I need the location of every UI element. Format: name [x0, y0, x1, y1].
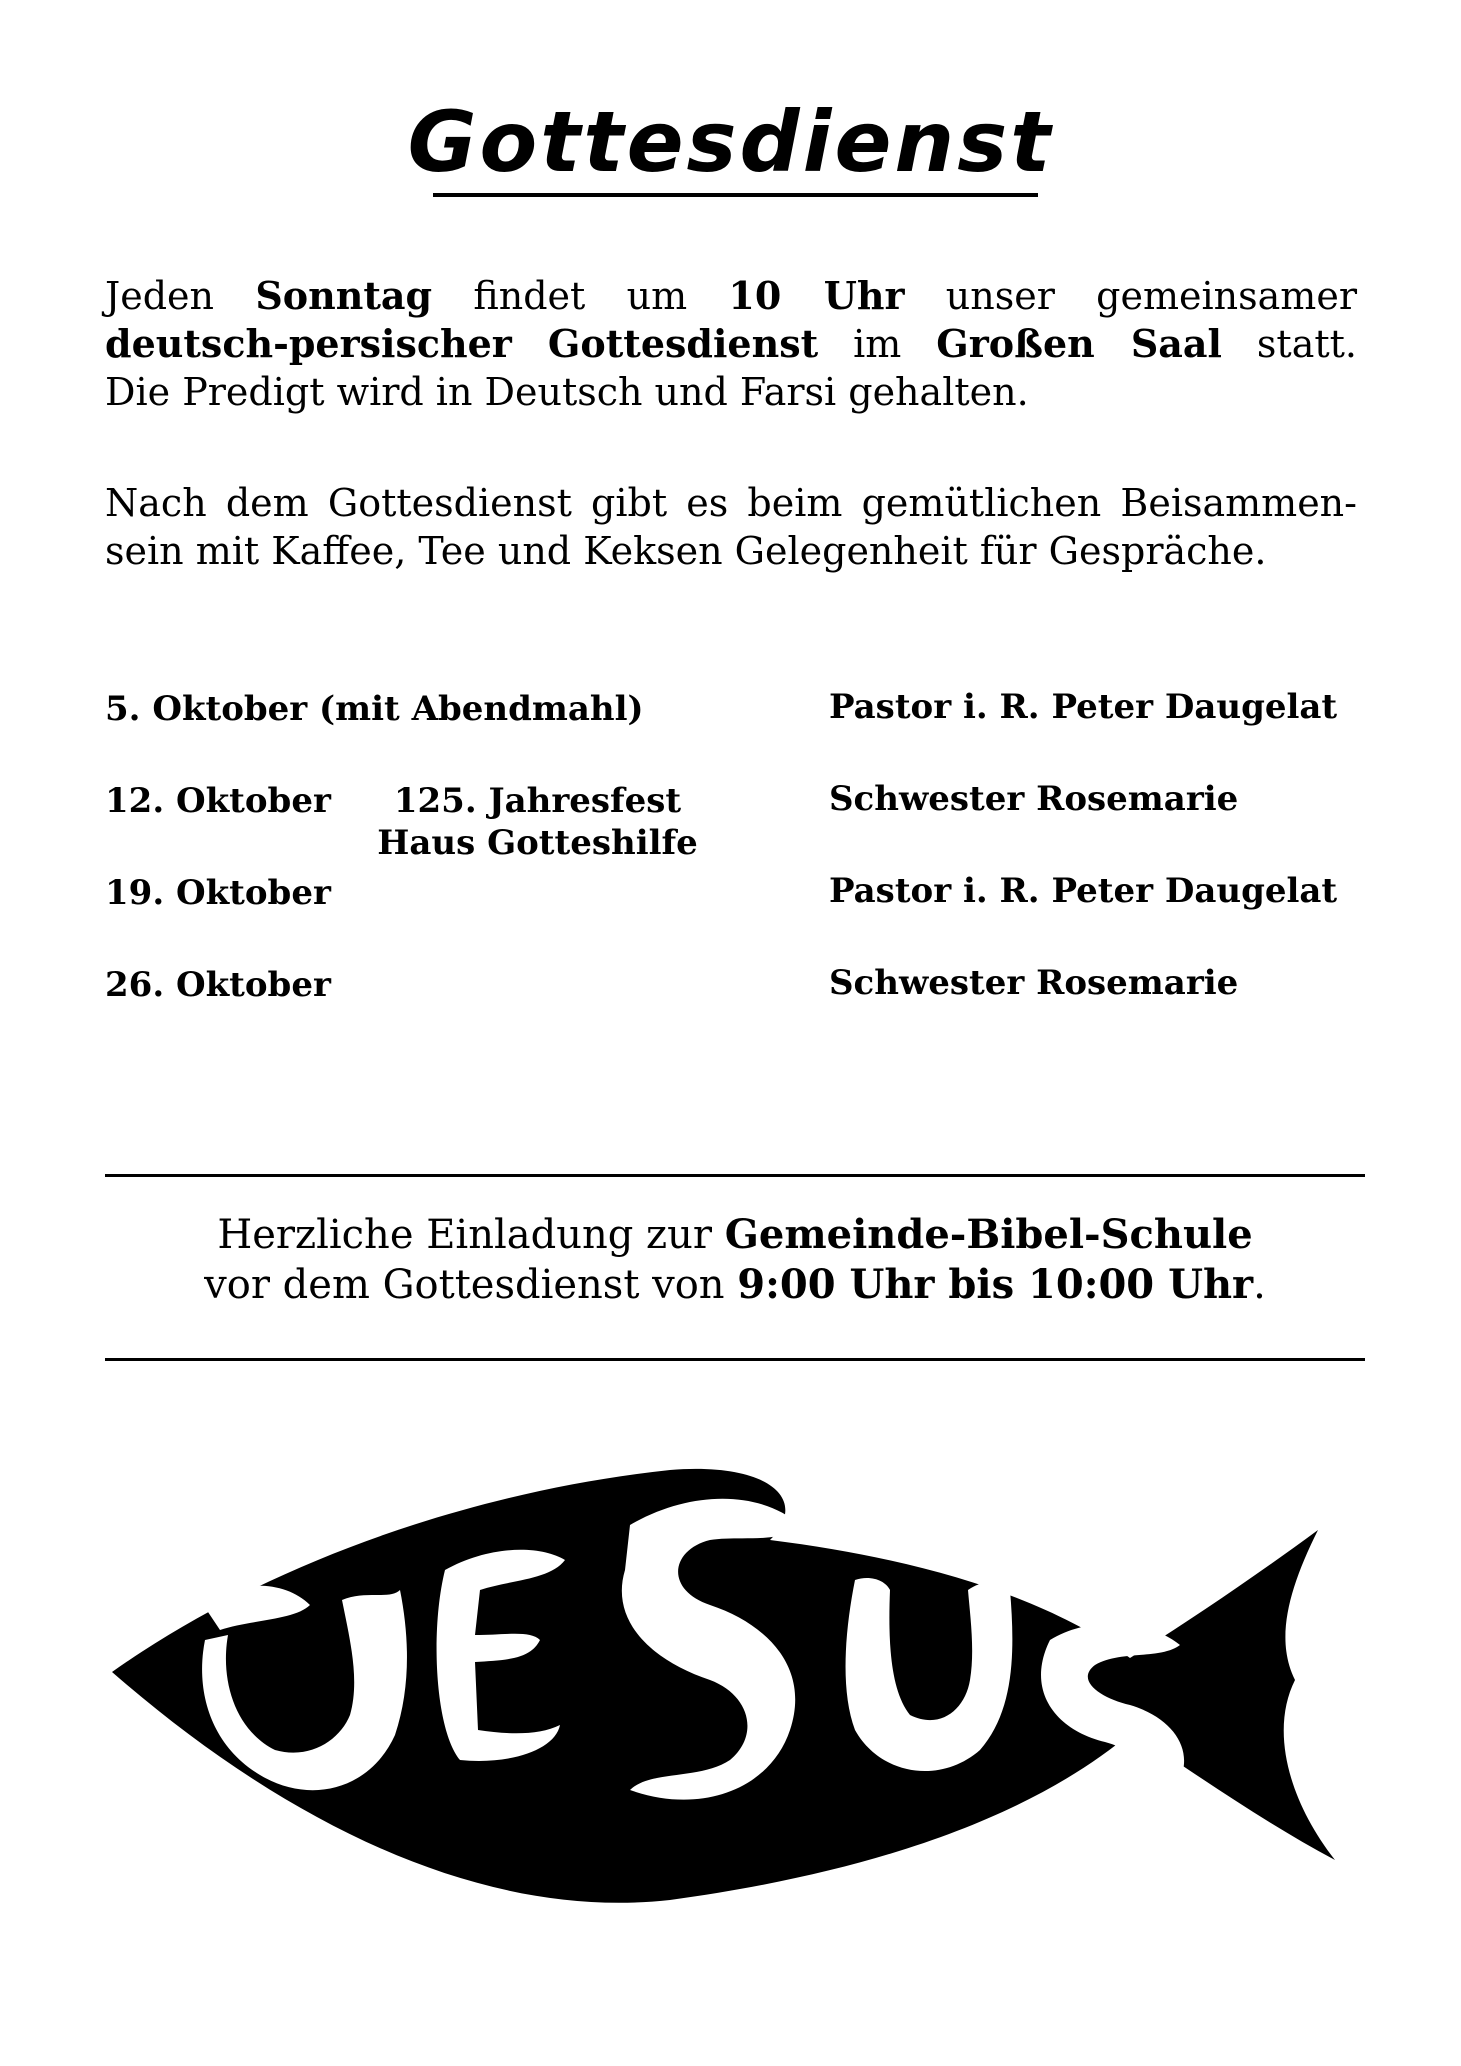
- intro-bold-time: 10 Uhr: [728, 273, 905, 318]
- intro-bold-hall: Großen Saal: [936, 321, 1222, 366]
- invitation-bold-time: 9:00 Uhr bis 10:00 Uhr: [737, 1261, 1254, 1308]
- ichthys-fish-icon: [110, 1430, 1360, 1930]
- intro-bold-service: deutsch-persischer Gottesdienst: [105, 321, 819, 366]
- intro-text: statt.: [1221, 322, 1357, 366]
- intro-line-1: [105, 272, 1357, 320]
- intro-line-3: Die Predigt wird in Deutsch und Farsi gehalten.: [105, 370, 1029, 414]
- intro-paragraph-1: [105, 272, 1357, 416]
- intro-text: unser gemeinsamer: [904, 274, 1357, 318]
- divider-bottom: [105, 1358, 1365, 1361]
- schedule-date: 19. Oktober: [105, 873, 331, 913]
- divider-top: [105, 1174, 1365, 1177]
- intro-p2-line-2: sein mit Kaffee, Tee und Keksen Gelegenheit für Gespräche.: [105, 529, 1267, 573]
- invitation-bold-school: Gemeinde-Bibel-Schule: [724, 1211, 1253, 1258]
- title-underline: [433, 193, 1038, 197]
- invitation-text: vor dem Gottesdienst von: [204, 1262, 738, 1308]
- intro-paragraph-2: [105, 479, 1357, 575]
- intro-text: im: [818, 322, 937, 366]
- page-title: Gottesdienst: [407, 93, 1054, 191]
- schedule-event: [370, 780, 705, 864]
- intro-line-2: [105, 320, 1357, 368]
- schedule-event-line-2: Haus Gotteshilfe: [377, 823, 698, 863]
- schedule-preacher: Schwester Rosemarie: [829, 963, 1239, 1003]
- intro-p2-line-1: Nach dem Gottesdienst gibt es beim gemütlichen Beisammen-: [105, 481, 1357, 525]
- schedule-event-line-1: 125. Jahresfest: [393, 781, 682, 821]
- invitation-text: Herzliche Einladung zur: [217, 1212, 725, 1258]
- invitation-line-1: [105, 1210, 1365, 1260]
- schedule-date: 12. Oktober: [105, 781, 331, 821]
- invitation-text: .: [1253, 1262, 1266, 1308]
- intro-text: findet um: [432, 274, 729, 318]
- schedule-preacher: Schwester Rosemarie: [829, 779, 1239, 819]
- schedule-date: 5. Oktober (mit Abendmahl): [105, 689, 644, 729]
- invitation: [105, 1210, 1365, 1310]
- schedule-preacher: Pastor i. R. Peter Daugelat: [829, 871, 1338, 911]
- invitation-line-2: [105, 1260, 1365, 1310]
- intro-bold-sunday: Sonntag: [255, 273, 433, 318]
- schedule-date: 26. Oktober: [105, 965, 331, 1005]
- schedule-preacher: Pastor i. R. Peter Daugelat: [829, 687, 1338, 727]
- intro-text: Jeden: [105, 274, 256, 318]
